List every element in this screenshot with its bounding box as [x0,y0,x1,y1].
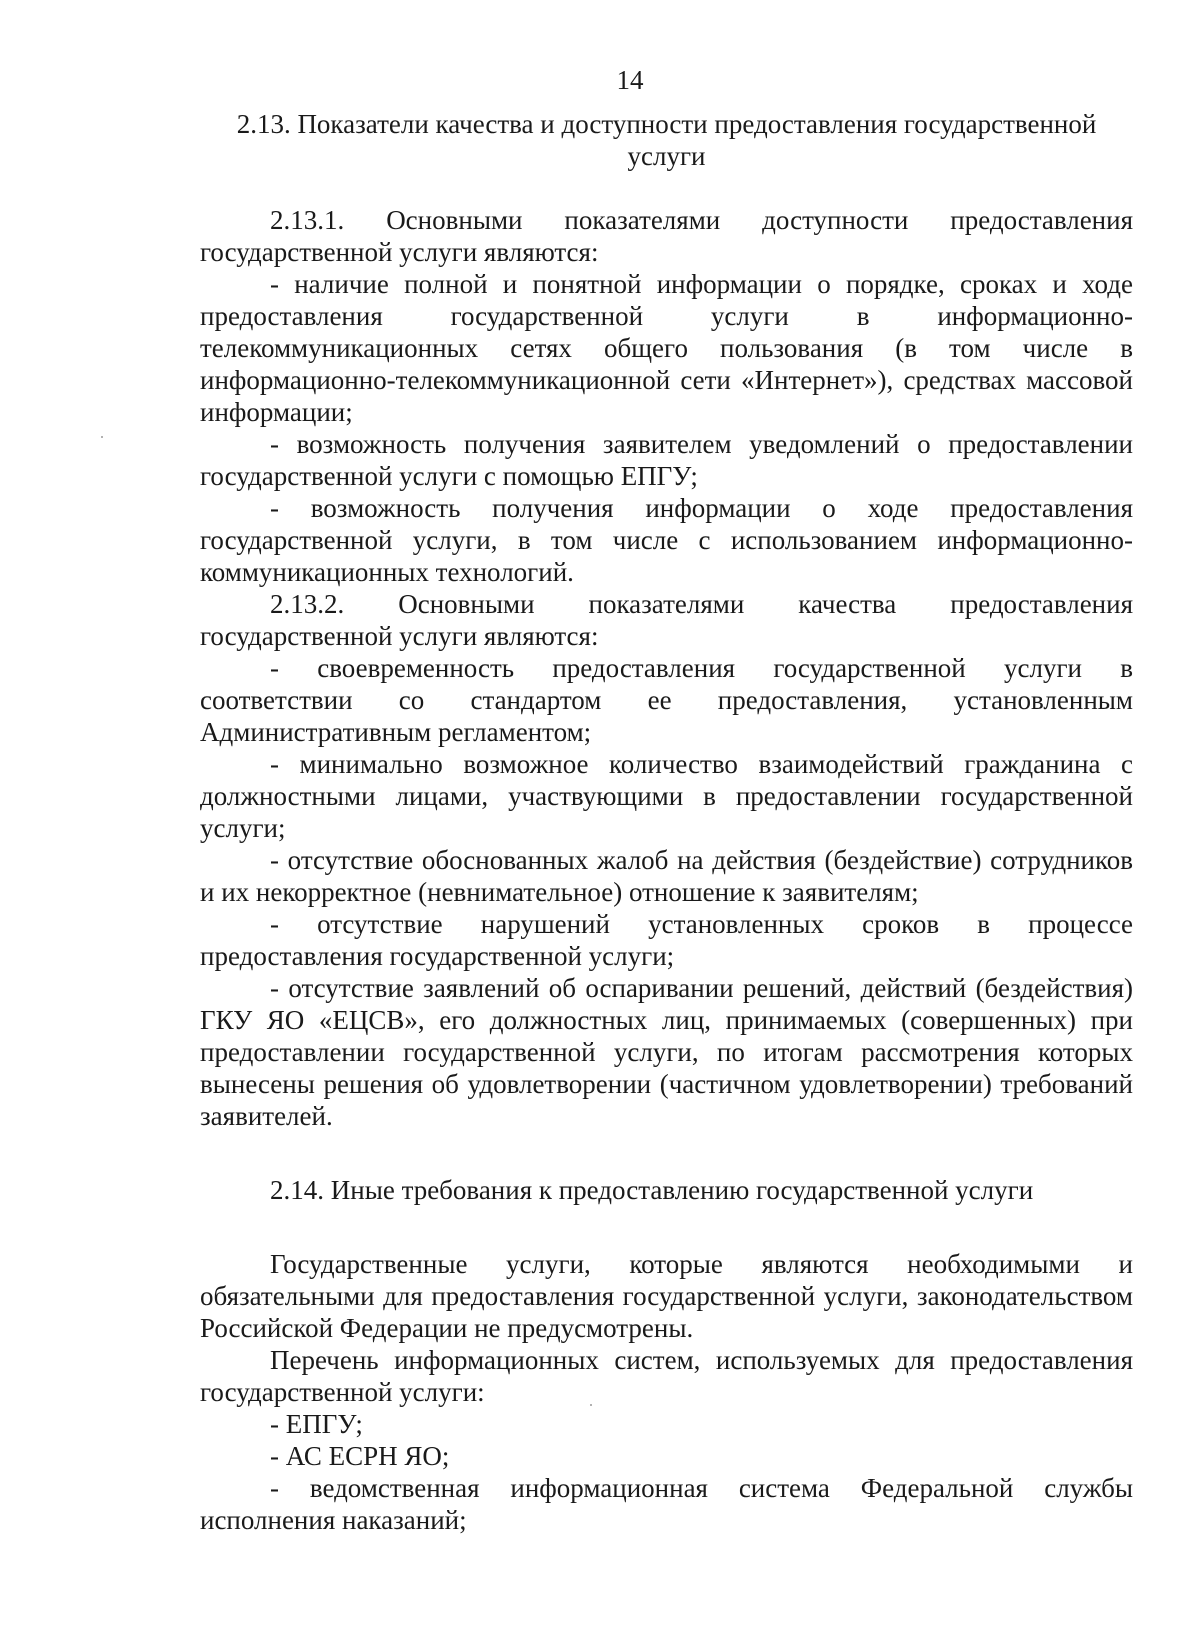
list-item-notifications: - возможность получения заявителем уведомлений о предоставлении государственной услуги с помощью ЕПГУ; [200,429,1133,491]
spacer [200,1206,1133,1248]
list-item-fsin-system: - ведомственная информационная система Федеральной службы исполнения наказаний; [200,1473,1133,1535]
list-item-no-complaints: - отсутствие обоснованных жалоб на действия (бездействие) сотрудников и их некорректное (невнимательное) отношение к заявителям; [200,845,1133,907]
spacer [200,172,1133,204]
section-heading-2-13: 2.13. Показатели качества и доступности предоставления государственной услуги [236,109,1097,171]
spacer [200,1132,1133,1174]
list-item-timeliness: - своевременность предоставления государственной услуги в соответствии со стандартом ее предоставления, установленным Административным регламентом; [200,653,1133,747]
list-item-as-esrn: - АС ЕСРН ЯО; [270,1441,450,1471]
page-number: 14 [616,65,644,95]
paragraph-information-systems: Перечень информационных систем, используемых для предоставления государственной услуги: [200,1345,1133,1407]
list-item-no-disputes: - отсутствие заявлений об оспаривании решений, действий (бездействия) ГКУ ЯО «ЕЦСВ», его должностных лиц, принимаемых (совершенных) при предоставлении государственной услуги, по итогам рассмотрения которых вынесены решения об удовлетворении (частичном удовлетворении) требований заявителей. [200,973,1133,1131]
list-item-minimal-interactions: - минимально возможное количество взаимодействий гражданина с должностными лицами, участвующими в предоставлении государственной услуги; [200,749,1133,843]
paragraph-2-13-2: 2.13.2. Основными показателями качества предоставления государственной услуги являются: [200,589,1133,651]
paragraph-2-13-1: 2.13.1. Основными показателями доступности предоставления государственной услуги являются: [200,205,1133,267]
list-item-no-deadline-violations: - отсутствие нарушений установленных сроков в процессе предоставления государственной услуги; [200,909,1133,971]
scan-speck [590,1404,592,1406]
list-item-full-information: - наличие полной и понятной информации о порядке, сроках и ходе предоставления государственной услуги в информационно-телекоммуникационных сетях общего пользования (в том числе в информационно-телекоммуникационной сети «Интернет»), средствах массовой информации; [200,269,1133,427]
list-item-epgu: - ЕПГУ; [270,1409,363,1439]
scan-speck [101,436,103,438]
document-body [200,108,1133,1536]
section-heading-2-14: 2.14. Иные требования к предоставлению государственной услуги [270,1175,1034,1205]
list-item-progress-information: - возможность получения информации о ходе предоставления государственной услуги, в том числе с использованием информационно-коммуникационных технологий. [200,493,1133,587]
paragraph-required-services: Государственные услуги, которые являются необходимыми и обязательными для предоставления государственной услуги, законодательством Российской Федерации не предусмотрены. [200,1249,1133,1343]
